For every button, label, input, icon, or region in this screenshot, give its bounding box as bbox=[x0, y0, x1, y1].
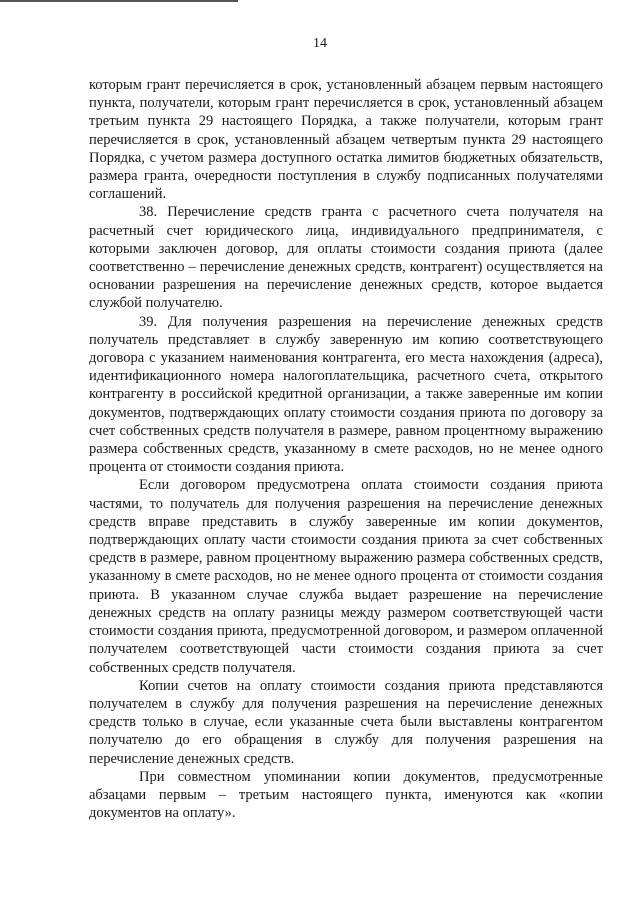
document-body bbox=[89, 76, 603, 822]
paragraph-invoice-copies: Копии счетов на оплату стоимости создания приюта представляются получателем в службу для получения разрешения на перечисление денежных средств только в случае, если указанные счета были выставлены контрагентом получателю до его обращения в службу для получения разрешения на перечисление денежных средств. bbox=[89, 677, 603, 767]
paragraph-continuation: которым грант перечисляется в срок, установленный абзацем первым настоящего пункта, получатели, которым грант перечисляется в срок, установленный абзацем третьим пункта 29 настоящего Порядка, а также получатели, которым грант перечисляется в срок, установленный абзацем четвертым пункта 29 настоящего Порядка, с учетом размера доступного остатка лимитов бюджетных обязательств, размера гранта, очередности поступления в службу подписанных получателями соглашений. bbox=[89, 77, 603, 203]
page-number: 14 bbox=[313, 36, 327, 51]
paragraph-definition: При совместном упоминании копии документов, предусмотренные абзацами первым – третьим настоящего пункта, именуются как «копии документов на оплату». bbox=[89, 768, 603, 822]
top-rule bbox=[0, 0, 238, 2]
paragraph-item-39: 39. Для получения разрешения на перечисление денежных средств получатель представляет в службу заверенную им копию соответствующего договора с указанием наименования контрагента, его места нахождения (адреса), идентификационного номера налогоплательщика, расчетного счета, открытого контрагенту в российской кредитной организации, а также заверенные им копии документов, подтверждающих оплату стоимости создания приюта по договору за счет собственных средств получателя в размере, равном процентному выражению размера собственных средств, указанному в смете расходов, но не менее одного процента от стоимости создания приюта. bbox=[89, 313, 603, 476]
paragraph-item-38: 38. Перечисление средств гранта с расчетного счета получателя на расчетный счет юридического лица, индивидуального предпринимателя, с которыми заключен договор, для оплаты стоимости создания приюта (далее соответственно – перечисление денежных средств, контрагент) осуществляется на основании разрешения на перечисление денежных средств, которое выдается службой получателю. bbox=[89, 204, 603, 312]
paragraph-installments: Если договором предусмотрена оплата стоимости создания приюта частями, то получатель для получения разрешения на перечисление денежных средств вправе представить в службу заверенные им копии документов, подтверждающих оплату части стоимости создания приюта за счет собственных средств в размере, равном процентному выражению размера собственных средств, указанному в смете расходов, но не менее одного процента от стоимости создания приюта. В указанном случае служба выдает разрешение на перечисление денежных средств на оплату разницы между размером соответствующей части стоимости создания приюта, предусмотренной договором, и размером оплаченной получателем соответствующей части стоимости создания приюта за счет собственных средств получателя. bbox=[89, 477, 603, 676]
